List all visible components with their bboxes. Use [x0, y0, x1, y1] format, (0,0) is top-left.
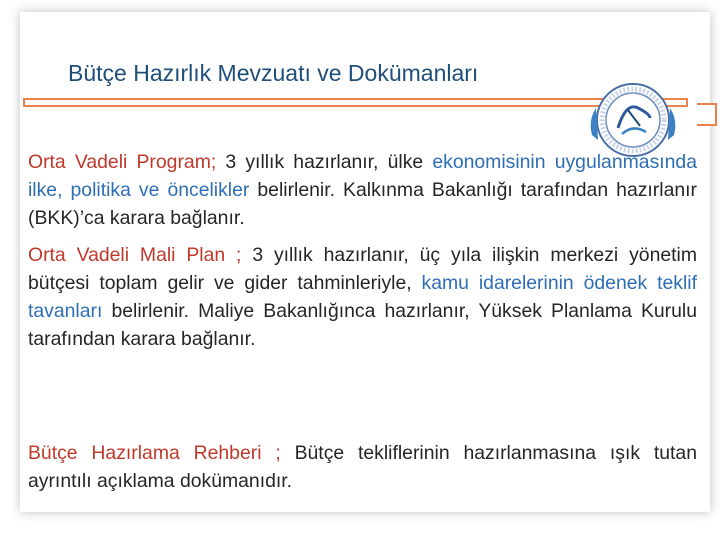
- page-title: Bütçe Hazırlık Mevzuatı ve Dokümanları: [68, 60, 479, 86]
- paragraph-orta-vadeli-program: [28, 148, 697, 232]
- text-run: Bütçe Hazırlama Rehberi ;: [28, 442, 281, 464]
- paragraph-butce-hazirlama-rehberi: [28, 439, 697, 495]
- title-bar-tab: [697, 103, 717, 126]
- text-run: Orta Vadeli Mali Plan ;: [28, 244, 242, 266]
- text-run: 3 yıllık hazırlanır, ülke: [216, 151, 433, 173]
- text-run: belirlenir. Maliye Bakanlığınca hazırlanır, Yüksek Planlama Kurulu tarafından karara bağlanır.: [28, 300, 697, 350]
- text-run: Bütçe tekliflerinin hazırlanmasına ışık tutan ayrıntılı açıklama dokümanıdır.: [28, 442, 697, 492]
- text-run: [546, 151, 555, 173]
- text-run: Orta Vadeli Program;: [28, 151, 217, 173]
- text-run: belirlenir. Kalkınma Bakanlığı tarafından hazırlanır (BKK)’ca karara bağlanır.: [28, 179, 697, 229]
- text-run: uygulanmasında ilke, politika ve öncelikler: [28, 151, 697, 201]
- text-run: ekonomisinin: [432, 151, 546, 173]
- paragraph-orta-vadeli-mali-plan: [28, 241, 697, 353]
- text-run: 3 yıllık hazırlanır, üç yıla ilişkin merkezi yönetim bütçesi toplam gelir ve gider tahminleriyle,: [28, 244, 697, 294]
- text-run: kamu idarelerinin ödenek teklif tavanları: [28, 272, 697, 322]
